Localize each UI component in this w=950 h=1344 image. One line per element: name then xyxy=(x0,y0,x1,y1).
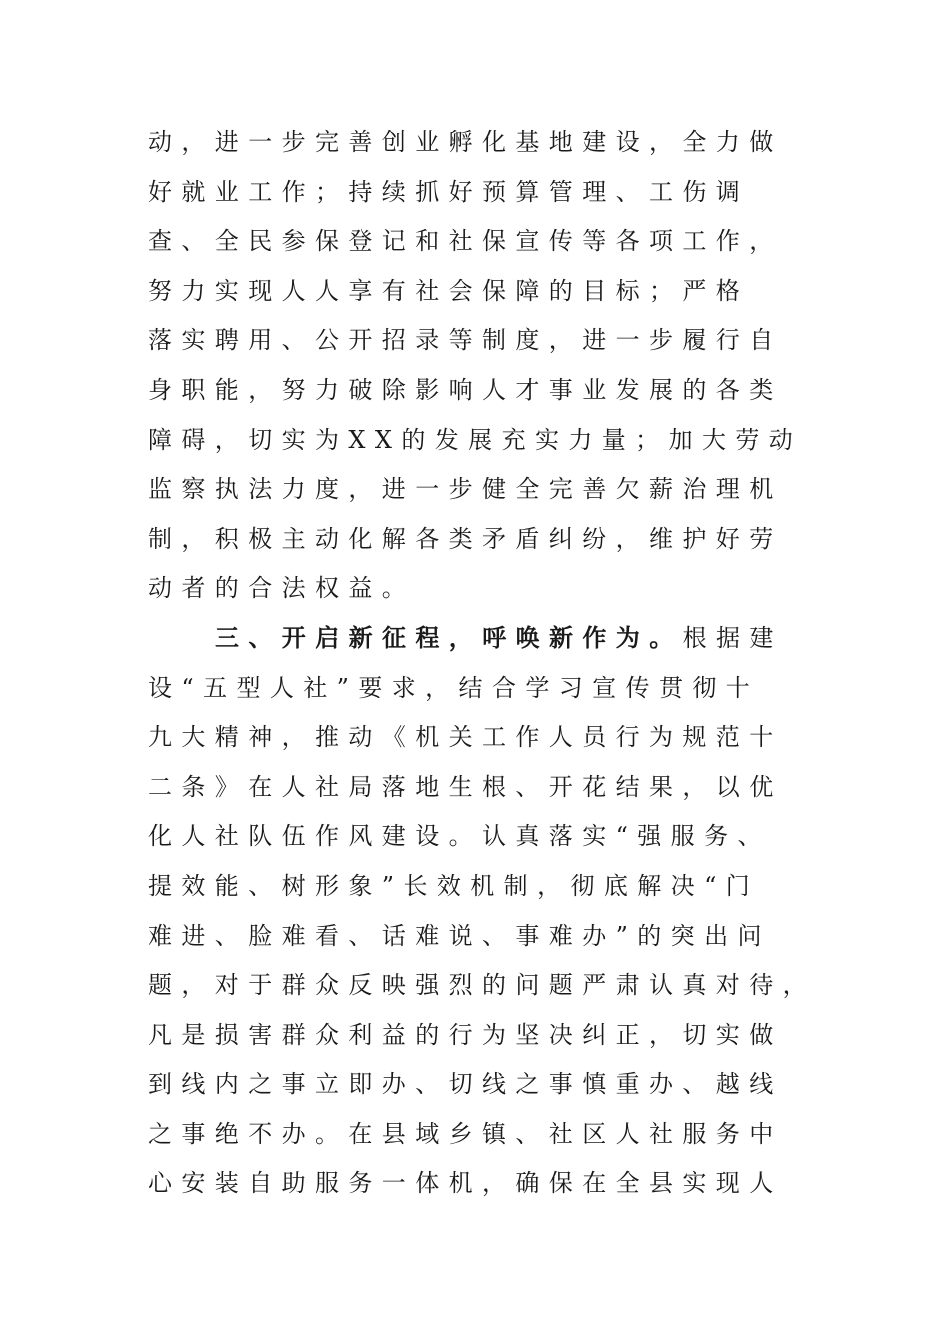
paragraph-line: 设“五型人社”要求，结合学习宣传贯彻十 xyxy=(148,673,760,702)
paragraph-line: 题，对于群众反映强烈的问题严肃认真对待， xyxy=(148,971,816,1000)
section-heading-line xyxy=(148,614,818,664)
paragraph-line: 到线内之事立即办、切线之事慎重办、越线 xyxy=(148,1070,783,1099)
paragraph-line: 之事绝不办。在县域乡镇、社区人社服务中 xyxy=(148,1119,783,1148)
paragraph-line: 监察执法力度，进一步健全完善欠薪治理机 xyxy=(148,475,783,504)
paragraph-line: 制，积极主动化解各类矛盾纠纷，维护好劳 xyxy=(148,524,783,553)
paragraph-line: 查、全民参保登记和社保宣传等各项工作， xyxy=(148,227,783,256)
document-body xyxy=(148,118,818,1209)
paragraph-line: 九大精神，推动《机关工作人员行为规范十 xyxy=(148,723,783,752)
paragraph-line: 二条》在人社局落地生根、开花结果，以优 xyxy=(148,772,783,801)
paragraph-line: 化人社队伍作风建设。认真落实“强服务、 xyxy=(148,822,771,851)
paragraph-line: 好就业工作；持续抓好预算管理、工伤调 xyxy=(148,177,750,206)
paragraph-line: 凡是损害群众利益的行为坚决纠正，切实做 xyxy=(148,1020,783,1049)
paragraph-line: 落实聘用、公开招录等制度，进一步履行自 xyxy=(148,326,783,355)
paragraph-line: 难进、脸难看、话难说、事难办”的突出问 xyxy=(148,921,771,950)
paragraph-line: 身职能，努力破除影响人才事业发展的各类 xyxy=(148,375,783,404)
section-heading: 三、开启新征程，呼唤新作为。 xyxy=(215,623,683,652)
paragraph-line: 努力实现人人享有社会保障的目标；严格 xyxy=(148,276,750,305)
paragraph-line: 障碍，切实为XX的发展充实力量；加大劳动 xyxy=(148,425,803,454)
paragraph-line: 动者的合法权益。 xyxy=(148,574,416,603)
paragraph-line: 动，进一步完善创业孵化基地建设，全力做 xyxy=(148,128,783,156)
paragraph-line: 提效能、树形象”长效机制，彻底解决“门 xyxy=(148,871,760,900)
section-first-line-text: 根据建 xyxy=(682,623,783,652)
paragraph-line: 心安装自助服务一体机，确保在全县实现人 xyxy=(148,1169,783,1198)
